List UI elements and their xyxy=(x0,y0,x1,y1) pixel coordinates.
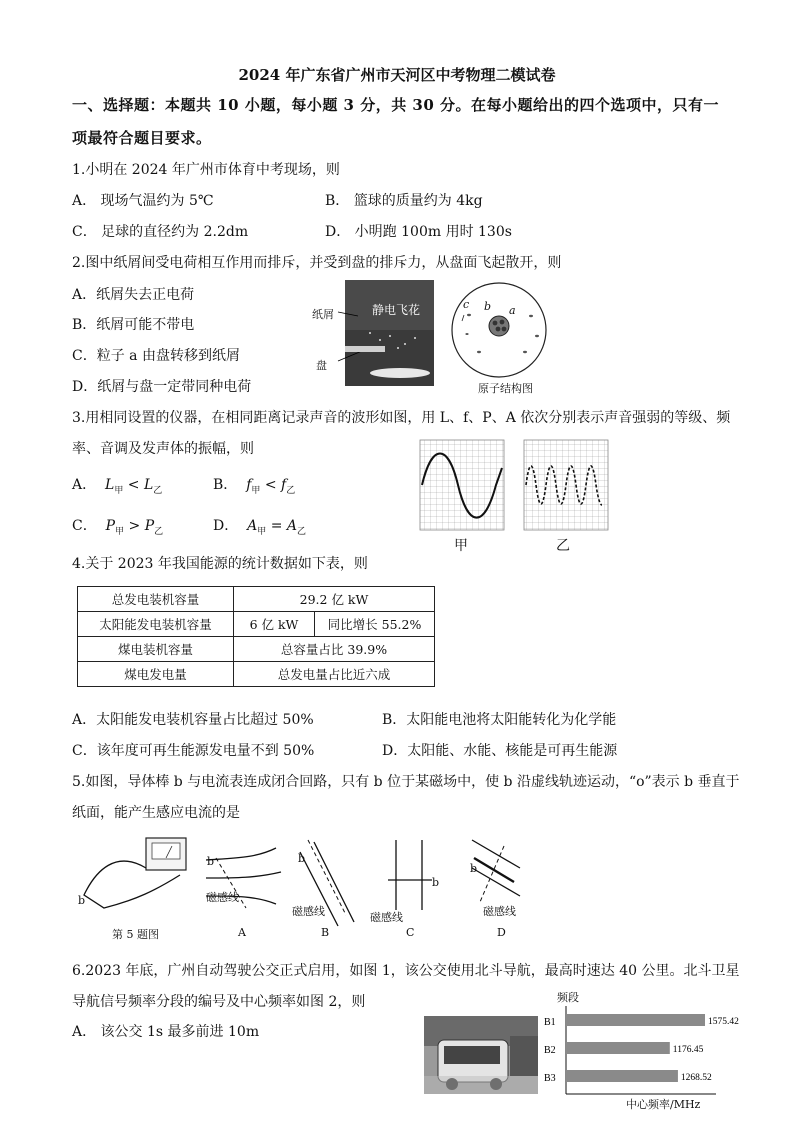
bar-value-label: 1268.52 xyxy=(680,1073,712,1083)
q6-stem-line1: 6.2023 年底，广州自动驾驶公交正式启用，如图 1，该公交使用北斗导航，最高时速达 40 公里。北斗卫星 xyxy=(72,963,740,979)
q5-figures xyxy=(76,830,556,935)
table-cell: 总发电装机容量 xyxy=(78,587,234,612)
q2-option-b: B．纸屑可能不带电 xyxy=(72,317,195,333)
q1-option-d: D． 小明跑 100m 用时 130s xyxy=(325,224,512,240)
q4-stem: 4.关于 2023 年我国能源的统计数据如下表，则 xyxy=(72,556,368,572)
atom-structure-diagram xyxy=(447,282,557,382)
q5-fig-caption: 第 5 题图 xyxy=(112,928,159,941)
atom-label-a: a xyxy=(509,304,516,317)
q2-option-a: A．纸屑失去正电荷 xyxy=(72,287,195,303)
q1-option-b: B． 篮球的质量约为 4kg xyxy=(325,193,483,209)
q5-b-field-label: 磁感线 xyxy=(292,905,325,918)
table-row xyxy=(78,587,435,612)
table-cell: 煤电装机容量 xyxy=(78,637,234,662)
band-label: B2 xyxy=(544,1045,556,1056)
q5-letter-a: A xyxy=(238,926,246,939)
bar-b2 xyxy=(566,1042,670,1054)
table-cell: 29.2 亿 kW xyxy=(234,587,435,612)
table-row xyxy=(78,662,435,687)
q5-letter-b: B xyxy=(321,926,330,939)
q1-stem: 1.小明在 2024 年广州市体育中考现场，则 xyxy=(72,162,340,178)
photo-caption-text: 静电飞花 xyxy=(372,303,421,317)
q5-letter-c: C xyxy=(406,926,415,939)
q3-option-d: D． $A_甲 = A_乙$ xyxy=(213,518,307,537)
section-heading-line2: 项最符合题目要求。 xyxy=(72,129,212,147)
atom-label-b: b xyxy=(484,300,492,313)
bar-value-label: 1176.45 xyxy=(672,1045,704,1055)
q5-d-b-label: b xyxy=(470,862,478,875)
q2-option-c: C．粒子 a 由盘转移到纸屑 xyxy=(72,348,240,364)
table-cell: 太阳能发电装机容量 xyxy=(78,612,234,637)
q1-option-c: C． 足球的直径约为 2.2dm xyxy=(72,224,249,240)
q5-c-field-label: 磁感线 xyxy=(370,911,403,924)
q4-option-c: C．该年度可再生能源发电量不到 50% xyxy=(72,743,315,759)
band-label: B1 xyxy=(544,1017,556,1028)
q3-stem-line2: 率、音调及发声体的振幅，则 xyxy=(72,441,254,457)
q5-a-field-label: 磁感线 xyxy=(206,891,239,904)
atom-label-c: c xyxy=(463,298,470,311)
q3-option-a: A． $L_甲 < L_乙$ xyxy=(72,477,163,496)
energy-stats-table xyxy=(77,586,435,687)
wave-label-yi: 乙 xyxy=(556,538,570,554)
chart-xlabel: 中心频率/MHz xyxy=(626,1098,701,1111)
atom-caption: 原子结构图 xyxy=(478,382,533,395)
q3-option-c: C． $P_甲 > P_乙$ xyxy=(72,518,164,537)
table-cell: 6 亿 kW xyxy=(234,612,315,637)
band-frequency-chart xyxy=(540,1004,739,1096)
table-cell: 煤电发电量 xyxy=(78,662,234,687)
table-cell: 总容量占比 39.9% xyxy=(234,637,435,662)
bar-b3 xyxy=(566,1070,678,1082)
chart-ylabel: 频段 xyxy=(557,991,579,1004)
q5-d-field-label: 磁感线 xyxy=(483,905,516,918)
table-cell: 同比增长 55.2% xyxy=(315,612,435,637)
q5-fig-b-label: b xyxy=(78,894,86,907)
q3-option-b: B． $f_甲 < f_乙$ xyxy=(213,477,296,496)
q2-stem: 2.图中纸屑间受电荷相互作用而排斥，并受到盘的排斥力，从盘面飞起散开，则 xyxy=(72,255,562,271)
q5-stem-line2: 纸面，能产生感应电流的是 xyxy=(72,805,240,821)
q4-option-d: D．太阳能、水能、核能是可再生能源 xyxy=(382,743,618,759)
table-row xyxy=(78,637,435,662)
section-heading-line1: 一、选择题：本题共 10 小题，每小题 3 分，共 30 分。在每小题给出的四个选项中，只有一 xyxy=(72,96,720,114)
q2-option-d: D．纸屑与盘一定带同种电荷 xyxy=(72,379,252,395)
q5-letter-d: D xyxy=(497,926,506,939)
q5-stem-line1: 5.如图，导体棒 b 与电流表连成闭合回路，只有 b 位于某磁场中，使 b 沿虚线轨迹运动，“o”表示 b 垂直于 xyxy=(72,774,740,790)
page-title: 2024 年广东省广州市天河区中考物理二模试卷 xyxy=(238,66,556,84)
q4-option-a: A．太阳能发电装机容量占比超过 50% xyxy=(72,712,314,728)
band-label: B3 xyxy=(544,1073,556,1084)
q6-option-a: A． 该公交 1s 最多前进 10m xyxy=(72,1024,260,1040)
static-flower-photo xyxy=(310,278,435,388)
q4-option-b: B．太阳能电池将太阳能转化为化学能 xyxy=(382,712,617,728)
photo-label-plate: 盘 xyxy=(316,359,327,372)
q5-c-b-label: b xyxy=(432,876,440,889)
q1-option-a: A． 现场气温约为 5℃ xyxy=(72,193,214,209)
photo-label-paper: 纸屑 xyxy=(312,308,334,321)
q3-stem-line1: 3.用相同设置的仪器，在相同距离记录声音的波形如图，用 L、f、P、A 依次分别表示声音强弱的等级、频 xyxy=(72,410,731,426)
wave-label-jia: 甲 xyxy=(454,538,468,554)
bar-b1 xyxy=(566,1014,705,1026)
waveform-diagram xyxy=(418,438,618,533)
bar-value-label: 1575.42 xyxy=(708,1017,739,1027)
table-cell: 总发电量占比近六成 xyxy=(234,662,435,687)
bus-photo xyxy=(424,1016,538,1094)
q5-b-b-label: b xyxy=(298,852,306,865)
q5-a-b-label: b xyxy=(207,855,215,868)
q6-stem-line2: 导航信号频率分段的编号及中心频率如图 2，则 xyxy=(72,994,366,1010)
table-row xyxy=(78,612,435,637)
